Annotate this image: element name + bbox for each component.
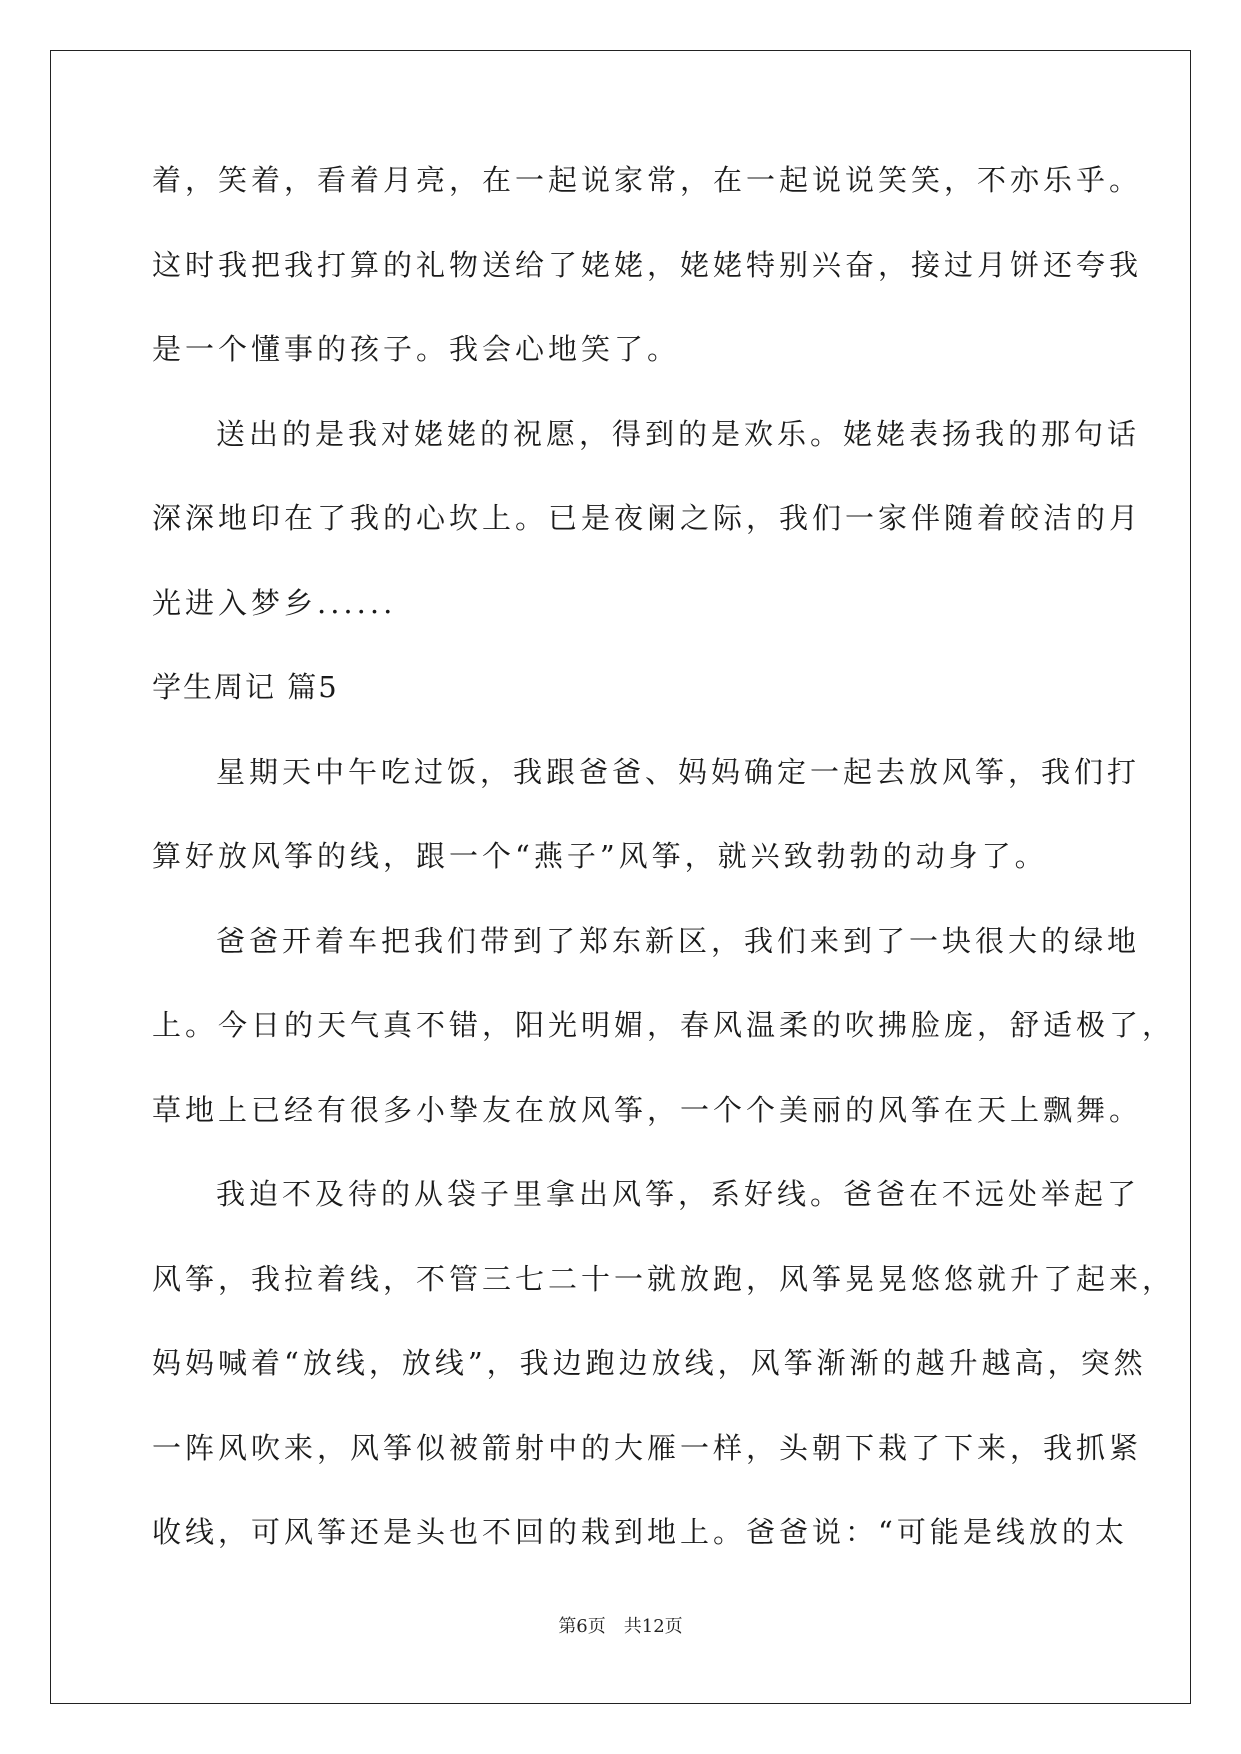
section-heading: 学生周记 篇5 — [152, 670, 339, 704]
text-line-14: 风筝，我拉着线，不管三七二十一就放跑，风筝晃晃悠悠就升了起来， — [152, 1261, 1176, 1296]
text-line-10: 爸爸开着车把我们带到了郑东新区，我们来到了一块很大的绿地 — [216, 923, 1141, 958]
text-line-4: 送出的是我对姥姥的祝愿，得到的是欢乐。姥姥表扬我的那句话 — [216, 416, 1141, 451]
text-line-16: 一阵风吹来，风筝似被箭射中的大雁一样，头朝下栽了下来，我抓紧 — [152, 1430, 1143, 1465]
text-line-1: 着，笑着，看着月亮，在一起说家常，在一起说说笑笑，不亦乐乎。 — [152, 163, 1143, 197]
text-line-2: 这时我把我打算的礼物送给了姥姥，姥姥特别兴奋，接过月饼还夸我 — [152, 247, 1143, 282]
text-line-6: 光进入梦乡...... — [152, 585, 397, 620]
document-body — [152, 160, 1176, 1597]
text-line-13: 我迫不及待的从袋子里拿出风筝，系好线。爸爸在不远处举起了 — [216, 1177, 1141, 1211]
text-line-3: 是一个懂事的孩子。我会心地笑了。 — [152, 332, 681, 366]
text-line-12: 草地上已经有很多小挚友在放风筝，一个个美丽的风筝在天上飘舞。 — [152, 1092, 1143, 1127]
text-line-15: 妈妈喊着“放线，放线”，我边跑边放线，风筝渐渐的越升越高，突然 — [152, 1346, 1147, 1380]
text-line-17: 收线，可风筝还是头也不回的栽到地上。爸爸说：“可能是线放的太 — [152, 1515, 1128, 1549]
text-line-5: 深深地印在了我的心坎上。已是夜阑之际，我们一家伴随着皎洁的月 — [152, 501, 1143, 535]
text-line-9: 算好放风筝的线，跟一个“燕子”风筝，就兴致勃勃的动身了。 — [152, 839, 1048, 873]
text-line-11: 上。今日的天气真不错，阳光明媚，春风温柔的吹拂脸庞，舒适极了， — [152, 1008, 1176, 1042]
text-line-8: 星期天中午吃过饭，我跟爸爸、妈妈确定一起去放风筝，我们打 — [216, 754, 1141, 789]
page-number-footer: 第6页 共12页 — [558, 1616, 683, 1637]
